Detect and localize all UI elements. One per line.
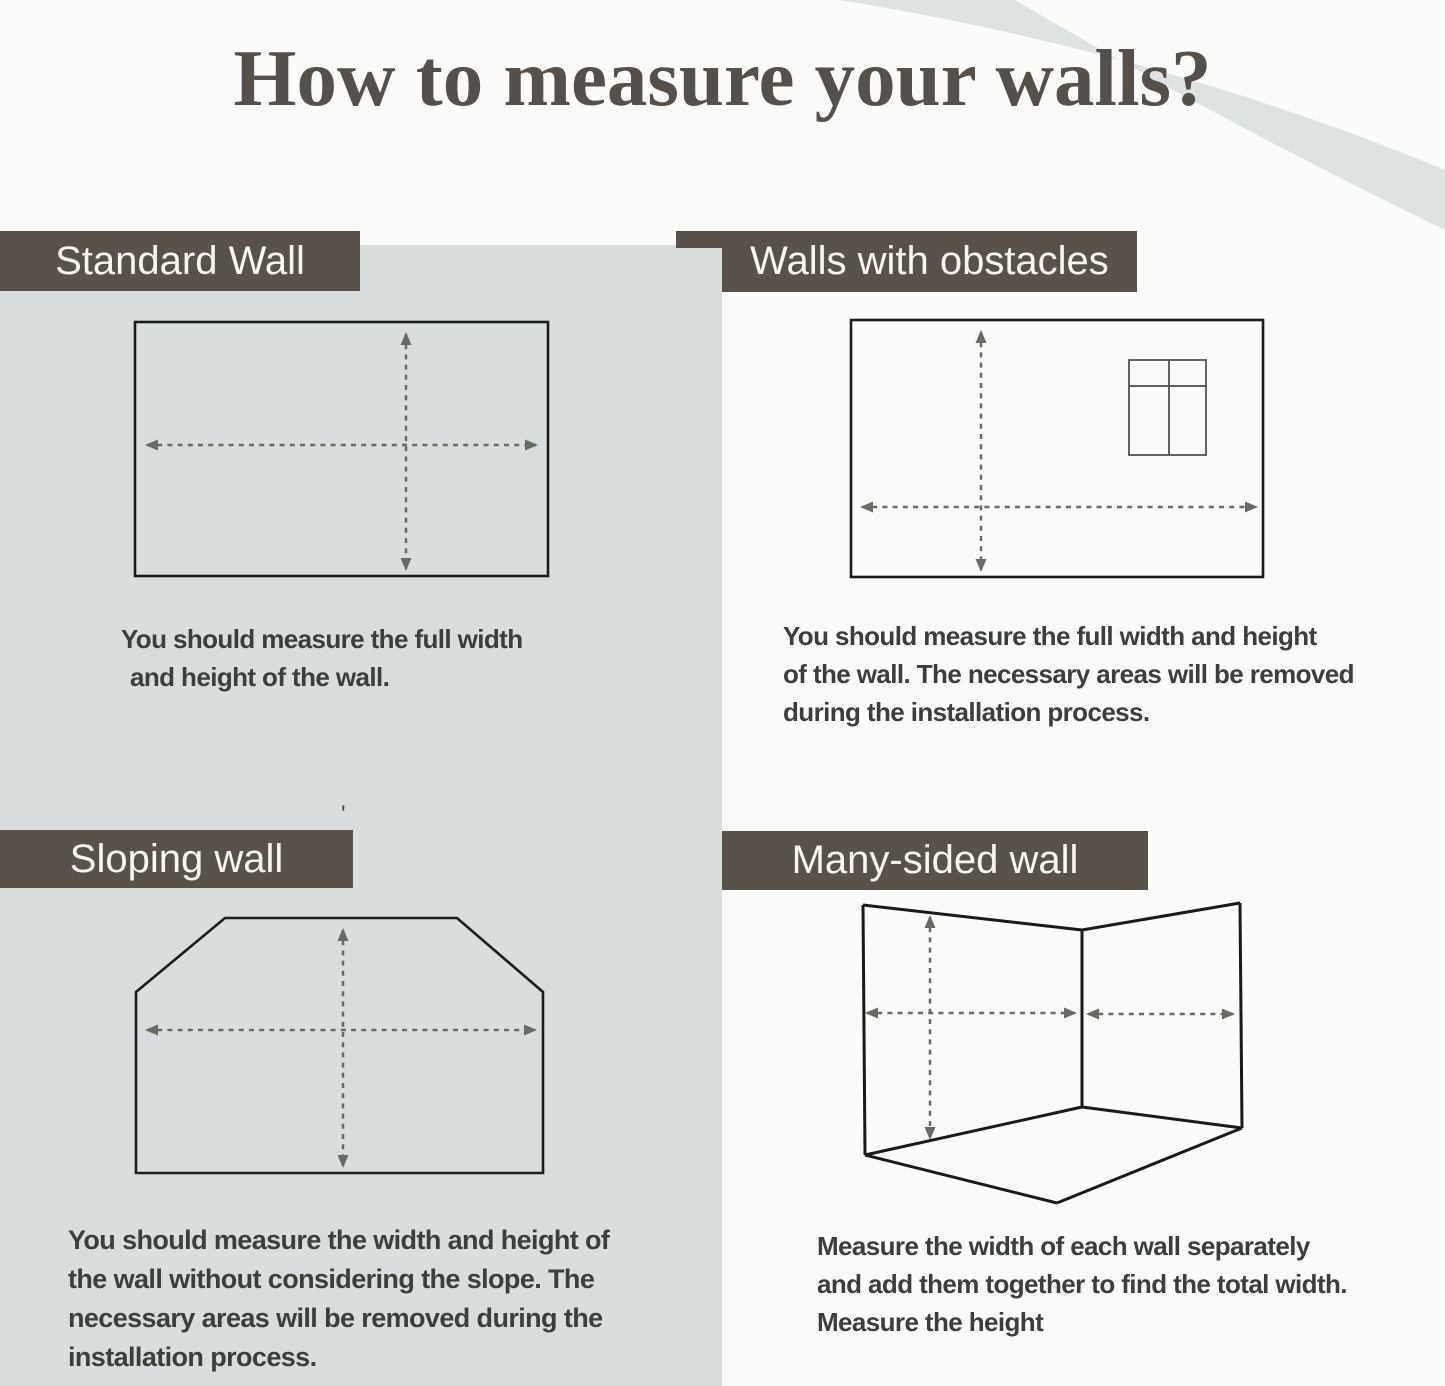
sloping-wall-caption — [68, 1221, 609, 1377]
wall-outline — [136, 918, 543, 1173]
window-icon — [1129, 360, 1206, 455]
caption-line: You should measure the full width and height — [783, 621, 1317, 651]
caption-line: You should measure the full width — [121, 624, 523, 654]
page-title: How to measure your walls? — [233, 33, 1212, 123]
caption-line: and height of the wall. — [130, 662, 390, 692]
sloping-wall-diagram — [120, 900, 565, 1190]
walls-with-obstacles-diagram — [835, 303, 1280, 593]
wall-outline — [851, 320, 1263, 577]
section-header-walls-with-obstacles — [722, 231, 1137, 292]
section-header-standard-wall — [0, 231, 360, 291]
section-header-label: Standard Wall — [55, 238, 305, 283]
caption-line: of the wall. The necessary areas will be removed — [783, 659, 1354, 689]
standard-wall-diagram — [120, 305, 570, 590]
wall-outline — [135, 322, 548, 576]
caption-line: during the installation process. — [783, 697, 1150, 727]
section-header-sloping-wall — [0, 830, 353, 888]
caption-line: You should measure the width and height of — [68, 1225, 610, 1255]
standard-wall-caption — [121, 620, 523, 696]
corner-walls-outline — [863, 903, 1242, 1203]
section-header-label: Sloping wall — [69, 836, 284, 881]
stray-mark: ' — [341, 801, 346, 828]
many-sided-wall-caption — [817, 1227, 1347, 1341]
walls-with-obstacles-caption — [783, 617, 1354, 731]
section-header-obstacles-extension-bar — [676, 231, 726, 248]
caption-line: Measure the height — [817, 1307, 1044, 1337]
caption-line: installation process. — [68, 1342, 317, 1372]
many-sided-wall-diagram — [845, 895, 1265, 1215]
caption-line: Measure the width of each wall separately — [817, 1231, 1310, 1261]
caption-line: necessary areas will be removed during the — [68, 1303, 603, 1333]
section-header-label: Walls with obstacles — [750, 239, 1109, 283]
caption-line: and add them together to find the total width. — [817, 1269, 1347, 1299]
section-header-label: Many-sided wall — [791, 838, 1079, 882]
section-header-many-sided-wall — [722, 831, 1148, 890]
caption-line: the wall without considering the slope. The — [68, 1264, 595, 1294]
